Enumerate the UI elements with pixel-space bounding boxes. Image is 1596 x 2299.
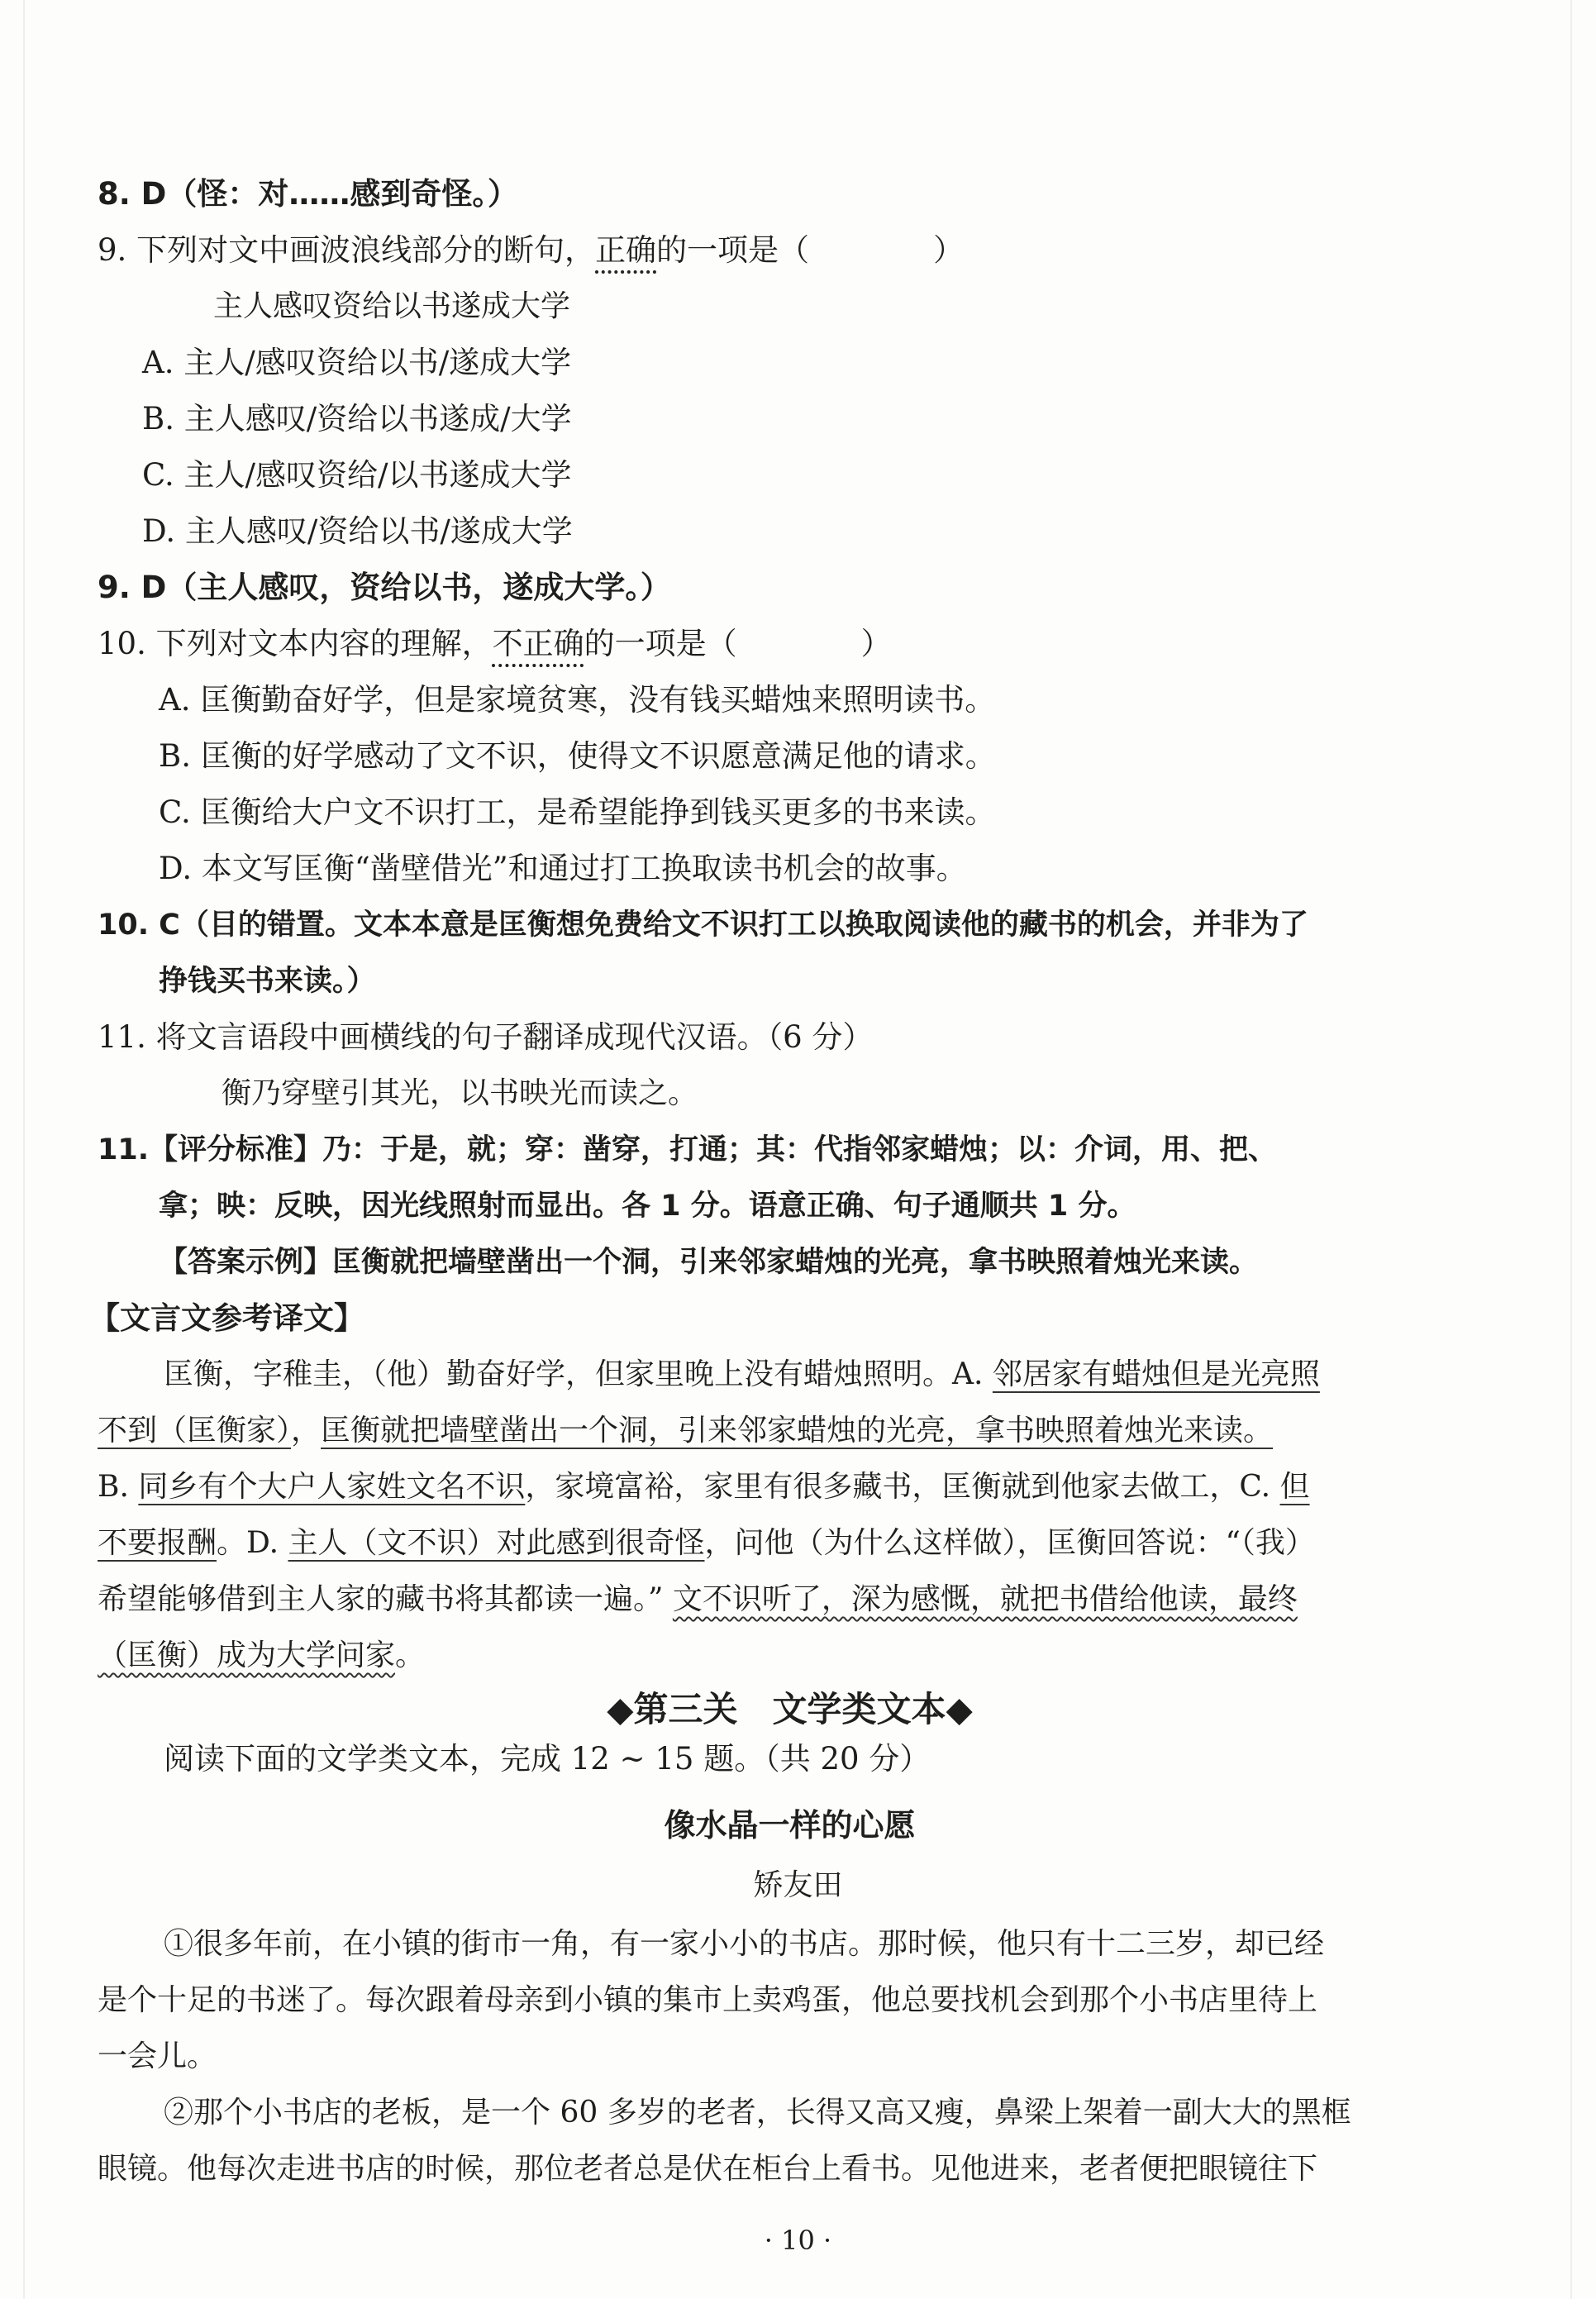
translation-l1-underlined: 邻居家有蜡烛但是光亮照 (992, 1357, 1320, 1391)
story-line3: 一会儿。 (98, 2039, 217, 2073)
translation-l4-label: 。D. (217, 1526, 288, 1560)
translation-line3 (98, 1467, 1310, 1507)
q10-stem (98, 624, 892, 664)
story-line5: 眼镜。他每次走进书店的时候，那位老者总是伏在柜台上看书。见他进来，老者便把眼镜往下 (98, 2152, 1318, 2186)
q9-option-c: C. 主人/感叹资给/以书遂成大学 (142, 457, 572, 493)
translation-l2-underlined: 不到（匡衡家） (98, 1414, 292, 1448)
q10-stem-close: ） (860, 626, 892, 661)
story-line4: ②那个小书店的老板，是一个 60 多岁的老者，长得又高又瘦，鼻梁上架着一副大大的黑框 (164, 2096, 1351, 2130)
q9-passage: 主人感叹资给以书遂成大学 (213, 289, 571, 323)
translation-l6-wavy: （匡衡）成为大学问家 (98, 1638, 396, 1672)
q9-stem-close: ） (933, 232, 965, 268)
q11-stem: 11. 将文言语段中画横线的句子翻译成现代汉语。（6 分） (98, 1019, 874, 1055)
story-author: 矫友田 (753, 1868, 843, 1902)
q9-option-b: B. 主人感叹/资给以书遂成/大学 (142, 401, 572, 436)
translation-l4-underlined-d: 主人（文不识）对此感到很奇怪 (288, 1526, 705, 1560)
translation-line6 (98, 1636, 425, 1676)
q9-stem (98, 231, 964, 270)
q10-stem-post: 的一项是（ (584, 626, 737, 661)
translation-l4-underlined: 不要报酬 (98, 1526, 217, 1560)
translation-l2-plain: ， (291, 1414, 322, 1448)
q10-answer-line2: 挣钱买书来读。） (159, 965, 376, 998)
translation-l4-plain: ，问他（为什么这样做），匡衡回答说：“（我） (704, 1526, 1315, 1560)
translation-l3-underlined: 同乡有个大户人家姓文名不识 (138, 1470, 526, 1504)
q11-criteria-line1: 11.【评分标准】乃：于是，就；穿：凿穿，打通；其：代指邻家蜡烛；以：介词，用、把、 (98, 1133, 1278, 1166)
section-instruction: 阅读下面的文学类文本，完成 12 ~ 15 题。（共 20 分） (164, 1741, 931, 1777)
q10-answer-line1: 10. C（目的错置。文本本意是匡衡想免费给文不识打工以换取阅读他的藏书的机会，并非为了 (98, 909, 1308, 942)
translation-l6-plain: 。 (395, 1638, 426, 1672)
translation-l2-underlined-sentence: 匡衡就把墙壁凿出一个洞，引来邻家蜡烛的光亮，拿书映照着烛光来读。 (321, 1414, 1274, 1448)
q11-passage: 衡乃穿壁引其光，以书映光而读之。 (222, 1076, 698, 1110)
translation-line2 (98, 1411, 1273, 1451)
q10-stem-emphasis: 不正确 (492, 626, 584, 661)
q10-option-a: A. 匡衡勤奋好学，但是家境贫寒，没有钱买蜡烛来照明读书。 (159, 682, 996, 718)
q9-option-a: A. 主人/感叹资给以书/遂成大学 (142, 345, 572, 380)
story-line2: 是个十足的书迷了。每次跟着母亲到小镇的集市上卖鸡蛋，他总要找机会到那个小书店里待上 (98, 1983, 1318, 2017)
translation-l3-plain: ，家境富裕，家里有很多藏书，匡衡就到他家去做工，C. (525, 1470, 1280, 1504)
translation-title: 【文言文参考译文】 (89, 1300, 364, 1336)
q11-answer-example: 【答案示例】匡衡就把墙壁凿出一个洞，引来邻家蜡烛的光亮，拿书映照着烛光来读。 (159, 1246, 1259, 1279)
q10-option-d: D. 本文写匡衡“凿壁借光”和通过打工换取读书机会的故事。 (159, 851, 967, 886)
story-title: 像水晶一样的心愿 (664, 1807, 916, 1843)
page-number: · 10 · (764, 2225, 832, 2256)
q11-criteria-line2: 拿；映：反映，因光线照射而显出。各 1 分。语意正确、句子通顺共 1 分。 (159, 1190, 1136, 1223)
q10-option-c: C. 匡衡给大户文不识打工，是希望能挣到钱买更多的书来读。 (159, 794, 996, 830)
q9-stem-post: 的一项是（ (656, 232, 810, 268)
translation-line5 (98, 1580, 1298, 1619)
q8-answer: 8. D（怪：对……感到奇怪。） (98, 176, 518, 212)
q9-answer: 9. D（主人感叹，资给以书，遂成大学。） (98, 570, 671, 605)
translation-l3-underlined-end: 但 (1279, 1470, 1310, 1504)
q10-option-b: B. 匡衡的好学感动了文不识，使得文不识愿意满足他的请求。 (159, 738, 996, 774)
q9-option-d: D. 主人感叹/资给以书/遂成大学 (142, 513, 573, 549)
translation-l5-wavy: 文不识听了，深为感慨，就把书借给他读，最终 (672, 1582, 1298, 1616)
q10-stem-pre: 10. 下列对文本内容的理解， (98, 626, 493, 661)
translation-line1 (164, 1355, 1320, 1395)
translation-l1-plain: 匡衡，字稚圭，（他）勤奋好学，但家里晚上没有蜡烛照明。A. (164, 1357, 993, 1391)
q9-stem-emphasis: 正确 (595, 232, 657, 268)
translation-l3-label: B. (98, 1470, 139, 1504)
story-line1: ①很多年前，在小镇的街市一角，有一家小小的书店。那时候，他只有十二三岁，却已经 (164, 1927, 1325, 1961)
translation-l5-plain: 希望能够借到主人家的藏书将其都读一遍。” (98, 1582, 673, 1616)
q9-stem-pre: 9. 下列对文中画波浪线部分的断句， (98, 232, 596, 268)
section-title: ◆第三关 文学类文本◆ (607, 1689, 973, 1729)
translation-line4 (98, 1524, 1315, 1563)
